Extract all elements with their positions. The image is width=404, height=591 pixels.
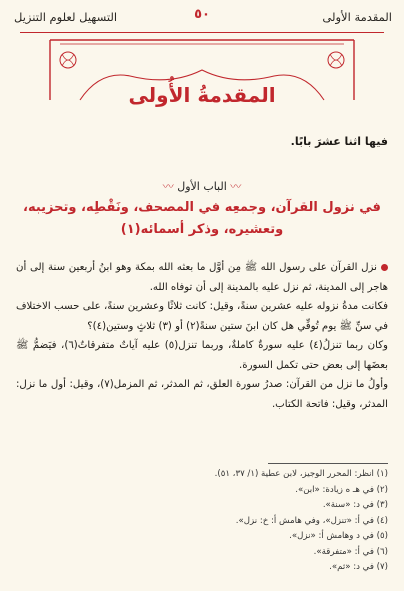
footnote: (٧) في د: «ثم». xyxy=(329,562,388,572)
paragraph: فكانت مدةُ نزوله عليه عشرين سنةً، وقيل: كانت ثلاثًا وعشرين سنةً، على حسب الاختلاف في سنِّ ﷺ يوم تُوفِّي هل كان ابنَ ستين سنةً(٢) أو (٣) ثلاثٍ وستين(٤)؟ xyxy=(16,301,388,332)
paragraph: وأولُ ما نزل من القرآن: صدرُ سورة العلق، ثم المدثر، ثم المزمل(٧)، وقيل: أول ما نزل: المدثر، وقيل: فاتحة الكتاب. xyxy=(16,379,389,410)
footnote: (٤) في أ: «تنزل»، وفي هامش أ: خ: نزل». xyxy=(235,515,388,526)
footnote: (٢) في هـ ه زيادة: «ابن». xyxy=(295,484,388,495)
chapter-title: المقدمةُ الأُولى xyxy=(128,83,276,107)
footnotes xyxy=(16,467,388,576)
chapter-subtitle: فيها اثنا عشرَ بابًا. xyxy=(290,135,388,148)
paragraph xyxy=(16,258,388,297)
chapter-heading: في نزول القرآن، وجمعِه في المصحف، ونَقْطِه، وتحزيبه، وتعشيره، وذكر أسمائه(١) xyxy=(23,200,381,237)
footnote: (٦) في أ: «متفرقة». xyxy=(313,546,388,557)
bullet-icon xyxy=(381,264,388,271)
footnote: (١) انظر: المحرر الوجيز، لابن عطية (١/ ٣٧، ٥١). xyxy=(214,469,388,479)
paragraph-text: نزل القرآن على رسول الله ﷺ مِن أوَّل ما بعثه الله بمكة وهو ابنُ أربعين سنة إلى أن هاجر إلى المدينة، ثم نزل عليه بالمدينة إلى أن توفاه الله. xyxy=(16,262,388,293)
right-flourish-icon xyxy=(328,52,344,68)
left-flourish-icon xyxy=(60,52,76,68)
header-section-title: المقدمة الأولى xyxy=(322,10,392,24)
ornament-right-icon: 〰 xyxy=(162,180,174,193)
footnote-separator xyxy=(268,463,388,464)
paragraph: وكان ربما تنزلُ(٤) عليه سورةٌ كاملةٌ، وربما تنزل(٥) عليه آياتٌ متفرقاتٌ(٦)، فيَضمُّ ﷺ بعضَها إلى بعض حتى تكمل السورة. xyxy=(16,340,388,371)
body-text xyxy=(16,258,388,414)
chapter-label-text: الباب الأول xyxy=(177,180,227,193)
chapter-label xyxy=(16,178,388,194)
page-number: ٥٠ xyxy=(194,7,210,22)
ornament-left-icon: 〰 xyxy=(230,180,242,193)
running-header xyxy=(8,6,396,30)
header-book-title: التسهيل لعلوم التنزيل xyxy=(14,10,118,24)
footnote: (٥) في د وهامش أ: «نزل». xyxy=(289,531,388,541)
footnote: (٣) في د: «سنة». xyxy=(322,500,388,510)
